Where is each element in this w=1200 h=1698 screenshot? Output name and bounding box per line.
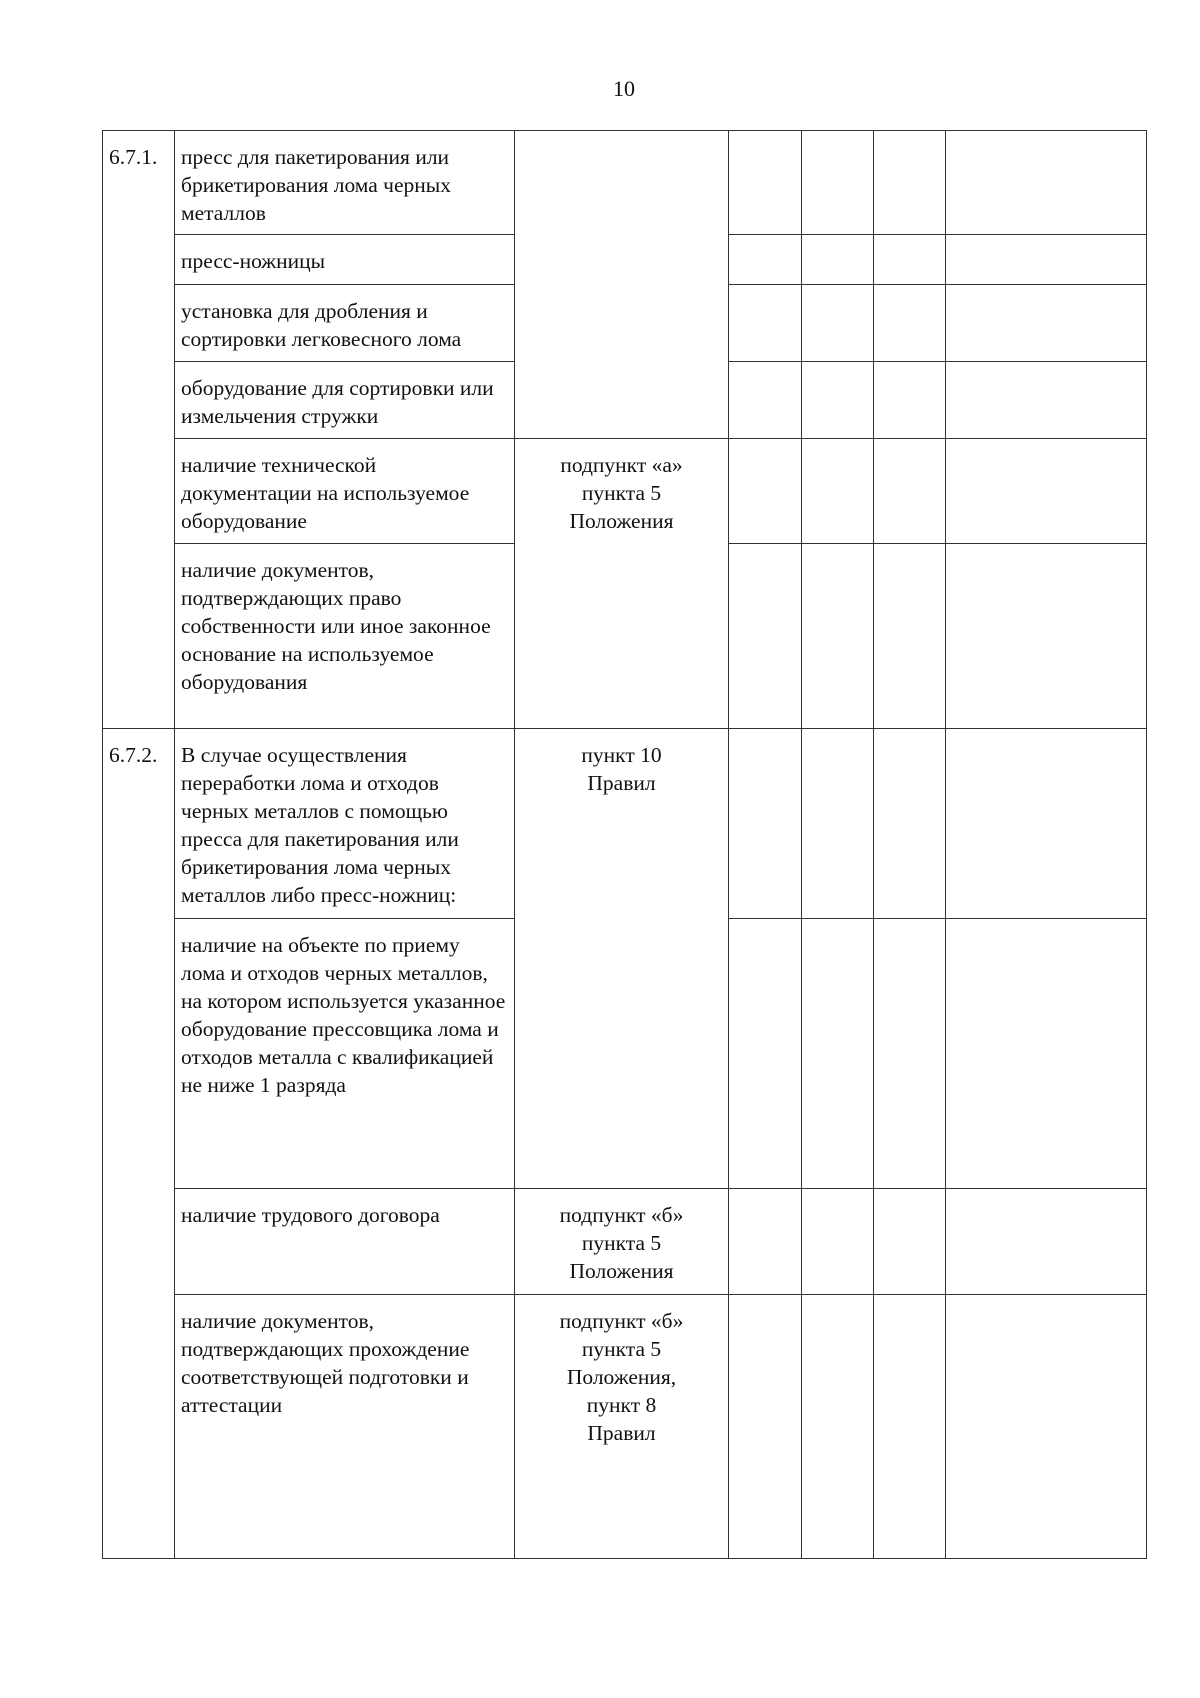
empty-cell (729, 1295, 802, 1559)
empty-cell (946, 1295, 1147, 1559)
empty-cell (874, 439, 946, 544)
legal-reference: подпункт «а» пункта 5 Положения (515, 439, 729, 729)
table-row (103, 439, 1147, 544)
requirement-text: наличие технической документации на используемое оборудование (175, 439, 515, 544)
empty-cell (729, 235, 802, 285)
section-number: 6.7.2. (103, 729, 175, 1559)
requirement-text: наличие трудового договора (175, 1189, 515, 1295)
empty-cell (946, 235, 1147, 285)
empty-cell (729, 439, 802, 544)
empty-cell (946, 729, 1147, 919)
empty-cell (802, 729, 874, 919)
empty-cell (802, 544, 874, 729)
table-row (103, 1189, 1147, 1295)
empty-cell (946, 544, 1147, 729)
requirement-text: установка для дробления и сортировки легковесного лома (175, 285, 515, 362)
empty-cell (802, 1295, 874, 1559)
empty-cell (874, 1295, 946, 1559)
empty-cell (874, 362, 946, 439)
empty-cell (946, 1189, 1147, 1295)
table-row (103, 131, 1147, 235)
requirement-text: пресс для пакетирования или брикетирования лома черных металлов (175, 131, 515, 235)
empty-cell (729, 919, 802, 1189)
requirement-text: наличие документов, подтверждающих прохождение соответствующей подготовки и аттестации (175, 1295, 515, 1559)
empty-cell (946, 362, 1147, 439)
empty-cell (729, 544, 802, 729)
legal-reference (515, 131, 729, 439)
empty-cell (802, 131, 874, 235)
empty-cell (874, 235, 946, 285)
empty-cell (729, 362, 802, 439)
section-number: 6.7.1. (103, 131, 175, 729)
empty-cell (874, 544, 946, 729)
requirement-text: пресс-ножницы (175, 235, 515, 285)
requirement-text: оборудование для сортировки или измельчения стружки (175, 362, 515, 439)
empty-cell (802, 285, 874, 362)
requirement-text: наличие на объекте по приему лома и отходов черных металлов, на котором используется указанное оборудование прессовщика лома и отходов металла с квалификацией не ниже 1 разряда (175, 919, 515, 1189)
legal-reference: подпункт «б» пункта 5 Положения (515, 1189, 729, 1295)
legal-reference: пункт 10 Правил (515, 729, 729, 1189)
empty-cell (946, 919, 1147, 1189)
requirement-text: В случае осуществления переработки лома и отходов черных металлов с помощью пресса для пакетирования или брикетирования лома черных металлов либо пресс-ножниц: (175, 729, 515, 919)
empty-cell (802, 439, 874, 544)
empty-cell (946, 285, 1147, 362)
legal-reference: подпункт «б» пункта 5 Положения, пункт 8 Правил (515, 1295, 729, 1559)
empty-cell (802, 1189, 874, 1295)
page-number: 10 (613, 76, 635, 101)
empty-cell (874, 729, 946, 919)
table-row (103, 729, 1147, 919)
empty-cell (946, 439, 1147, 544)
requirement-text: наличие документов, подтверждающих право собственности или иное законное основание на используемое оборудования (175, 544, 515, 729)
empty-cell (874, 285, 946, 362)
empty-cell (874, 1189, 946, 1295)
empty-cell (802, 235, 874, 285)
empty-cell (729, 285, 802, 362)
empty-cell (729, 729, 802, 919)
empty-cell (874, 131, 946, 235)
empty-cell (874, 919, 946, 1189)
empty-cell (729, 131, 802, 235)
empty-cell (729, 1189, 802, 1295)
empty-cell (946, 131, 1147, 235)
table-row (103, 1295, 1147, 1559)
checklist-table (102, 130, 1147, 1559)
empty-cell (802, 919, 874, 1189)
empty-cell (802, 362, 874, 439)
